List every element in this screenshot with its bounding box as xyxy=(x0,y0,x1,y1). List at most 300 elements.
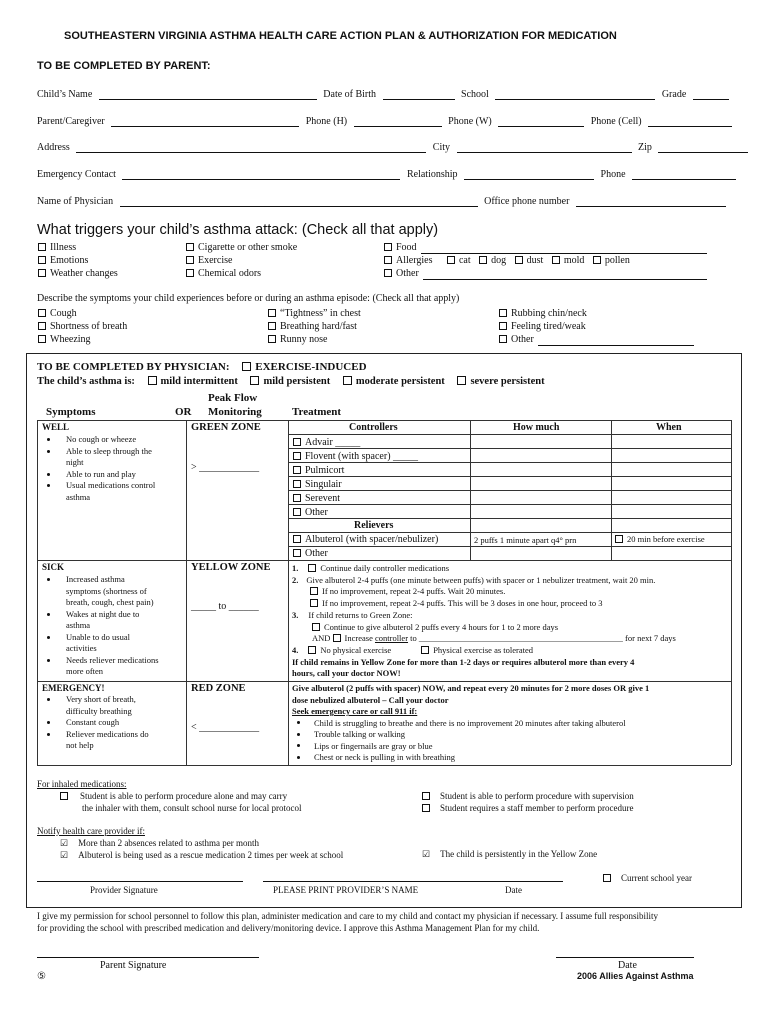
red-instruction-1: Give albuterol (2 puffs with spacer) NOW, and repeat every 20 minutes for 2 more doses OR give 1 xyxy=(292,683,650,693)
bullet-icon xyxy=(47,721,50,724)
row-child xyxy=(37,89,729,100)
checkbox-icon[interactable] xyxy=(293,466,301,474)
yellow-warning-2: hours, call your doctor NOW! xyxy=(292,668,401,679)
triggers-col3 xyxy=(384,241,707,280)
list-item: activities xyxy=(66,643,97,653)
checkbox-icon[interactable] xyxy=(186,243,194,251)
checkbox-icon[interactable] xyxy=(422,804,430,812)
emergency-list xyxy=(66,694,149,752)
list-item: Increased asthma xyxy=(66,574,125,584)
step-3a xyxy=(292,622,728,634)
controller-label: Singulair xyxy=(305,479,342,490)
or-heading: OR xyxy=(175,406,192,418)
controller-item[interactable] xyxy=(293,492,418,506)
page-mark-icon: ⑤ xyxy=(37,971,46,982)
reliever-other-item[interactable] xyxy=(293,548,328,559)
list-item: Very short of breath, xyxy=(66,694,136,704)
checkbox-icon[interactable] xyxy=(308,646,316,654)
checkbox-icon[interactable] xyxy=(457,376,466,385)
checkbox-icon[interactable] xyxy=(499,322,507,330)
trigger-exercise: Exercise xyxy=(198,255,233,266)
allergen-label: dust xyxy=(526,255,544,266)
city-field[interactable] xyxy=(457,143,632,153)
zip-field[interactable] xyxy=(658,143,748,153)
inhaled-left xyxy=(60,790,301,814)
trigger-item[interactable] xyxy=(384,254,707,267)
bullet-icon xyxy=(297,733,300,736)
trigger-item[interactable] xyxy=(384,241,707,254)
bullet-icon xyxy=(47,613,50,616)
step-number: 4. xyxy=(292,644,299,655)
controller-label: Serevent xyxy=(305,493,340,504)
list-item: Reliever medications do xyxy=(66,728,149,739)
checked-box-icon[interactable]: ☑ xyxy=(422,849,431,859)
list-item: Able to run and play xyxy=(66,468,136,479)
red-zone-label: RED ZONE xyxy=(191,683,246,694)
step-number: 3. xyxy=(292,609,299,620)
symptom-item[interactable] xyxy=(499,333,694,346)
checkbox-icon[interactable] xyxy=(499,309,507,317)
checkbox-icon[interactable] xyxy=(421,646,429,654)
checkbox-icon[interactable] xyxy=(38,309,46,317)
allergen-cat[interactable] xyxy=(447,255,471,266)
table-top-border xyxy=(37,420,731,421)
step-3 xyxy=(292,610,728,622)
checkbox-icon[interactable] xyxy=(603,874,611,882)
checkbox-icon[interactable] xyxy=(60,792,68,800)
phone-w-label: Phone (W) xyxy=(448,116,492,127)
list-item: Unable to do usual xyxy=(66,631,130,642)
red-instruction-2: dose nebulized albuterol – Call your doctor xyxy=(292,694,449,705)
controller-label: Advair _____ xyxy=(305,437,361,448)
address-field[interactable] xyxy=(76,143,426,153)
notify-option-albuterol[interactable] xyxy=(60,849,343,861)
bullet-icon xyxy=(47,438,50,441)
symptom-label: Breathing hard/fast xyxy=(280,321,357,332)
notify-heading: Notify health care provider if: xyxy=(37,826,145,836)
bullet-icon xyxy=(47,473,50,476)
grade-label: Grade xyxy=(661,89,687,100)
list-item: Needs reliever medications xyxy=(66,654,159,665)
physician-heading-row xyxy=(37,361,367,373)
provider-date-label: Date xyxy=(505,885,522,895)
physician-field[interactable] xyxy=(120,197,478,207)
step-text: Continue to give albuterol 2 puffs every 4 hours for 1 to 2 more days xyxy=(324,621,559,632)
checkbox-icon[interactable] xyxy=(343,376,352,385)
phone-cell-field[interactable] xyxy=(648,117,732,127)
checkbox-icon[interactable] xyxy=(310,587,318,595)
option-label: Current school year xyxy=(621,873,692,883)
yellow-zone-label: YELLOW ZONE xyxy=(191,562,271,573)
list-item: symptoms (shortness of xyxy=(66,585,147,596)
triggers-col2 xyxy=(186,241,297,280)
current-year-option[interactable] xyxy=(603,873,692,883)
allergen-pollen[interactable] xyxy=(593,255,630,266)
yellow-warning-1: If child remains in Yellow Zone for more than 1-2 days or requires albuterol more than every 4 xyxy=(292,656,635,667)
severity-moderate-persistent[interactable] xyxy=(343,376,445,387)
controller-item[interactable] xyxy=(293,478,418,492)
checkbox-icon[interactable] xyxy=(312,623,320,631)
list-item: No cough or wheeze xyxy=(66,434,137,444)
reliever-other-label: Other xyxy=(305,548,328,559)
list-item: Trouble talking or walking xyxy=(314,729,406,739)
checkbox-icon[interactable] xyxy=(384,256,392,264)
exercise-induced-label: EXERCISE-INDUCED xyxy=(255,361,367,373)
inhaled-right xyxy=(422,790,634,814)
office-phone-label: Office phone number xyxy=(484,196,570,207)
zip-label: Zip xyxy=(638,142,652,153)
checkbox-icon[interactable] xyxy=(615,535,623,543)
trigger-other: Other xyxy=(396,268,419,279)
physician-heading: TO BE COMPLETED BY PHYSICIAN: xyxy=(37,361,230,373)
phone-cell-label: Phone (Cell) xyxy=(590,116,642,127)
checkbox-icon[interactable] xyxy=(308,564,316,572)
checkbox-icon[interactable] xyxy=(250,376,259,385)
list-item: more often xyxy=(66,666,104,676)
bullet-icon xyxy=(297,744,300,747)
col-divider xyxy=(186,420,187,765)
checkbox-icon[interactable] xyxy=(333,634,341,642)
trigger-item[interactable] xyxy=(38,241,118,254)
symptom-item[interactable] xyxy=(268,333,361,346)
controller-label: Flovent (with spacer) _____ xyxy=(305,451,419,462)
grade-field[interactable] xyxy=(693,90,729,100)
option-label: The child is persistently in the Yellow Zone xyxy=(440,849,598,859)
inhaled-option-staff[interactable] xyxy=(422,802,634,814)
severity-mild-intermittent[interactable] xyxy=(148,376,238,387)
provider-date-line[interactable] xyxy=(467,881,563,882)
relationship-label: Relationship xyxy=(406,169,458,180)
controller-word: controller xyxy=(374,633,409,644)
how-much-heading: How much xyxy=(513,422,560,433)
red-treatment xyxy=(292,683,649,764)
emergency-field[interactable] xyxy=(122,170,400,180)
trigger-weather: Weather changes xyxy=(50,268,118,279)
table-left-border xyxy=(37,420,38,765)
option-label: Student requires a staff member to perform procedure xyxy=(440,803,634,813)
option-label: More than 2 absences related to asthma per month xyxy=(78,838,260,848)
step-1 xyxy=(292,563,728,575)
checkbox-icon[interactable] xyxy=(384,269,392,277)
step-text: Give albuterol 2-4 puffs (one minute between puffs) with spacer or 1 nebulizer treatment, wait 20 min. xyxy=(306,574,656,585)
row-parent xyxy=(37,116,732,127)
severity-label: severe persistent xyxy=(470,376,545,387)
option-label: Student is able to perform procedure with supervision xyxy=(440,791,634,801)
checkbox-icon[interactable] xyxy=(38,243,46,251)
parent-field[interactable] xyxy=(111,117,299,127)
trigger-item[interactable] xyxy=(186,267,297,280)
trigger-emotions: Emotions xyxy=(50,255,89,266)
checkbox-icon[interactable] xyxy=(293,549,301,557)
step-number: 2. xyxy=(292,574,299,585)
yellow-treatment xyxy=(292,563,728,680)
list-item: Wakes at night due to xyxy=(66,608,140,619)
controller-item[interactable] xyxy=(293,436,418,450)
notify-option-yellow[interactable] xyxy=(422,849,597,860)
triggers-col1 xyxy=(38,241,118,280)
provider-signature-label: Provider Signature xyxy=(90,885,158,895)
increase-field[interactable]: to ________________________________________________ xyxy=(410,633,623,644)
step-number: 1. xyxy=(292,563,299,573)
trigger-allergies: Allergies xyxy=(396,255,433,266)
list-item: asthma xyxy=(66,620,91,630)
table-right-border xyxy=(731,420,732,765)
checkbox-icon[interactable] xyxy=(293,494,301,502)
allergen-label: cat xyxy=(458,255,471,266)
provider-name-label: PLEASE PRINT PROVIDER’S NAME xyxy=(273,885,419,895)
food-field[interactable] xyxy=(421,244,707,254)
checkbox-icon[interactable] xyxy=(552,256,560,264)
phone-h-field[interactable] xyxy=(354,117,442,127)
symptom-item[interactable] xyxy=(38,320,127,333)
parent-section-heading: TO BE COMPLETED BY PARENT: xyxy=(37,60,211,72)
allergen-dog[interactable] xyxy=(479,255,506,266)
checkbox-icon[interactable] xyxy=(148,376,157,385)
step-2a xyxy=(292,586,728,598)
checkbox-icon[interactable] xyxy=(38,335,46,343)
albuterol-when[interactable] xyxy=(615,534,705,544)
symptoms-heading: Describe the symptoms your child experiences before or during an asthma episode: (Check all that apply) xyxy=(37,293,460,304)
option-label: Albuterol is being used as a rescue medication 2 times per week at school xyxy=(78,850,344,860)
symptom-item[interactable] xyxy=(38,333,127,346)
list-item: breath, cough, chest pain) xyxy=(66,597,154,607)
days-label: for next 7 days xyxy=(625,633,676,644)
albuterol-when-label: 20 min before exercise xyxy=(627,534,705,544)
green-zone-peak[interactable]: > ____________ xyxy=(191,462,260,473)
checkbox-icon[interactable] xyxy=(384,243,392,251)
inhaled-option-alone[interactable] xyxy=(60,790,301,802)
inhaled-heading: For inhaled medications: xyxy=(37,779,127,789)
credit-text: 2006 Allies Against Asthma xyxy=(577,971,694,981)
controller-item[interactable] xyxy=(293,450,418,464)
checkbox-icon[interactable] xyxy=(293,480,301,488)
checked-box-icon[interactable]: ☑ xyxy=(60,850,69,860)
checkbox-icon[interactable] xyxy=(268,309,276,317)
parent-label: Parent/Caregiver xyxy=(37,116,105,127)
bullet-icon xyxy=(297,721,300,724)
symptom-item[interactable] xyxy=(268,307,361,320)
checkbox-icon[interactable] xyxy=(38,269,46,277)
phone-w-field[interactable] xyxy=(498,117,584,127)
phone-h-label: Phone (H) xyxy=(305,116,348,127)
trigger-item[interactable] xyxy=(38,267,118,280)
allergen-label: dog xyxy=(491,255,507,266)
symptoms-col2 xyxy=(268,307,361,346)
list-item: night xyxy=(66,457,84,467)
inhaled-option-alone-2: the inhaler with them, consult school nurse for local protocol xyxy=(82,803,302,813)
well-title: WELL xyxy=(42,422,70,432)
notify-option-absences[interactable] xyxy=(60,837,343,849)
checkbox-icon[interactable] xyxy=(293,452,301,460)
consent-text xyxy=(37,910,658,934)
symptom-item[interactable] xyxy=(499,307,694,320)
office-phone-field[interactable] xyxy=(576,197,726,207)
monitoring-heading: Monitoring xyxy=(208,406,262,418)
provider-signature-line[interactable] xyxy=(37,881,243,882)
step-text: Physical exercise as tolerated xyxy=(433,644,534,655)
list-item: Chest or neck is pulling in with breathing xyxy=(314,752,455,762)
sick-list xyxy=(66,574,159,678)
option-label: Student is able to perform procedure alone and may carry xyxy=(80,791,288,801)
consent-line-1: I give my permission for school personnel to follow this plan, administer medication and care to my child and contact my physician if necessary. I assume full responsibility xyxy=(37,911,659,921)
exercise-induced-option[interactable] xyxy=(242,361,366,373)
checkbox-icon[interactable] xyxy=(593,256,601,264)
symptom-label: Wheezing xyxy=(50,334,91,345)
albuterol-label: Albuterol (with spacer/nebulizer) xyxy=(305,534,439,545)
bullet-icon xyxy=(47,578,50,581)
list-item: difficulty breathing xyxy=(66,705,132,716)
col-divider xyxy=(288,420,289,765)
list-item: Constant cough xyxy=(66,717,120,727)
bullet-icon xyxy=(297,756,300,759)
symptom-item[interactable] xyxy=(268,320,361,333)
city-label: City xyxy=(432,142,451,153)
allergen-label: mold xyxy=(563,255,585,266)
physician-label: Name of Physician xyxy=(37,196,114,207)
trigger-illness: Illness xyxy=(50,242,77,253)
parent-signature-line[interactable] xyxy=(37,957,259,958)
symptom-label: “Tightness” in chest xyxy=(280,308,361,319)
severity-label: mild intermittent xyxy=(160,376,238,387)
relationship-field[interactable] xyxy=(464,170,594,180)
controller-item[interactable] xyxy=(293,506,418,520)
controller-item[interactable] xyxy=(293,464,418,478)
dob-label: Date of Birth xyxy=(323,89,377,100)
list-item: Usual medications control xyxy=(66,480,156,490)
controller-label: Pulmicort xyxy=(305,465,345,476)
row-emergency xyxy=(37,169,736,180)
row-line xyxy=(288,434,731,435)
school-label: School xyxy=(461,89,489,100)
phone-field[interactable] xyxy=(632,170,736,180)
address-label: Address xyxy=(37,142,70,153)
allergen-label: pollen xyxy=(604,255,630,266)
trigger-item[interactable] xyxy=(186,241,297,254)
checked-box-icon[interactable]: ☑ xyxy=(60,838,69,848)
row-line xyxy=(288,546,731,547)
bullet-icon xyxy=(47,733,50,736)
table-bottom-border xyxy=(37,765,731,766)
zone-divider xyxy=(37,560,731,561)
step-4 xyxy=(292,645,728,657)
symptom-label: Runny nose xyxy=(280,334,328,345)
controller-label: Other xyxy=(305,507,328,518)
checkbox-icon[interactable] xyxy=(242,362,251,371)
symptom-item[interactable] xyxy=(38,307,127,320)
list-item: Child is struggling to breathe and there is no improvement 20 minutes after taking albuterol xyxy=(314,717,626,728)
step-text: No physical exercise xyxy=(320,644,392,655)
red-zone-peak[interactable]: < ____________ xyxy=(191,722,260,733)
controllers-heading: Controllers xyxy=(349,422,398,433)
checkbox-icon[interactable] xyxy=(268,335,276,343)
red-instruction-3: Seek emergency care or call 911 if: xyxy=(292,706,418,716)
bullet-icon xyxy=(47,636,50,639)
checkbox-icon[interactable] xyxy=(499,335,507,343)
list-item: Able to sleep through the xyxy=(66,445,152,456)
when-heading: When xyxy=(656,422,682,433)
checkbox-icon[interactable] xyxy=(186,269,194,277)
emergency-label: Emergency Contact xyxy=(37,169,116,180)
bullet-icon xyxy=(47,484,50,487)
step-2b xyxy=(292,598,728,610)
trigger-food: Food xyxy=(396,242,417,253)
dob-field[interactable] xyxy=(383,90,455,100)
and-label: AND xyxy=(312,633,331,644)
severity-severe-persistent[interactable] xyxy=(457,376,544,387)
symptom-label: Rubbing chin/neck xyxy=(511,308,587,319)
checkbox-icon[interactable] xyxy=(38,256,46,264)
trigger-chemical: Chemical odors xyxy=(198,268,262,279)
yellow-zone-peak[interactable]: _____ to ______ xyxy=(191,601,259,612)
trigger-item[interactable] xyxy=(38,254,118,267)
bullet-icon xyxy=(47,698,50,701)
symptom-label: Feeling tired/weak xyxy=(511,321,586,332)
step-text: If no improvement, repeat 2-4 puffs. This will be 3 doses in one hour, proceed to 3 xyxy=(322,598,603,609)
document-title: SOUTHEASTERN VIRGINIA ASTHMA HEALTH CARE ACTION PLAN & AUTHORIZATION FOR MEDICATION xyxy=(64,30,617,42)
provider-name-line[interactable] xyxy=(263,881,471,882)
increase-label: Increase xyxy=(344,633,373,644)
step-2 xyxy=(292,575,728,587)
checkbox-icon[interactable] xyxy=(293,438,301,446)
step-text: If no improvement, repeat 2-4 puffs. Wait 20 minutes. xyxy=(322,586,506,597)
list-item: not help xyxy=(66,740,94,750)
severity-mild-persistent[interactable] xyxy=(250,376,330,387)
checkbox-icon[interactable] xyxy=(422,792,430,800)
childs-name-label: Child’s Name xyxy=(37,89,93,100)
allergen-dust[interactable] xyxy=(515,255,544,266)
childs-name-field[interactable] xyxy=(99,90,317,100)
symptom-item[interactable] xyxy=(499,320,694,333)
trigger-other-field[interactable] xyxy=(423,270,707,280)
albuterol-item[interactable] xyxy=(293,534,438,545)
notify-list xyxy=(60,837,343,861)
step-text: If child returns to Green Zone: xyxy=(308,609,413,620)
checkbox-icon[interactable] xyxy=(515,256,523,264)
symptom-other-field[interactable] xyxy=(538,336,694,346)
symptoms-col1 xyxy=(38,307,127,346)
school-field[interactable] xyxy=(495,90,655,100)
symptom-label: Shortness of breath xyxy=(50,321,128,332)
consent-line-2: for providing the school with prescribed medication and delivery/monitoring device. I approve this Asthma Management Plan for my child. xyxy=(37,923,540,933)
checkbox-icon[interactable] xyxy=(38,322,46,330)
step-3b xyxy=(292,633,728,645)
allergen-mold[interactable] xyxy=(552,255,585,266)
checkbox-icon[interactable] xyxy=(479,256,487,264)
trigger-item[interactable] xyxy=(384,267,707,280)
asthma-is-label: The child’s asthma is: xyxy=(37,376,135,387)
emergency-title: EMERGENCY! xyxy=(42,683,105,693)
symptoms-col3 xyxy=(499,307,694,346)
inhaled-option-supervision[interactable] xyxy=(422,790,634,802)
sick-title: SICK xyxy=(42,562,65,572)
checkbox-icon[interactable] xyxy=(268,322,276,330)
list-item: asthma xyxy=(66,491,91,502)
severity-label: mild persistent xyxy=(263,376,331,387)
peak-flow-heading: Peak Flow xyxy=(208,392,258,404)
controller-list xyxy=(293,436,418,520)
parent-date-line[interactable] xyxy=(556,957,694,958)
checkbox-icon[interactable] xyxy=(186,256,194,264)
checkbox-icon[interactable] xyxy=(447,256,455,264)
checkbox-icon[interactable] xyxy=(293,535,301,543)
bullet-icon xyxy=(47,450,50,453)
trigger-item[interactable] xyxy=(186,254,297,267)
row-line xyxy=(288,532,731,533)
checkbox-icon[interactable] xyxy=(293,508,301,516)
severity-label: moderate persistent xyxy=(355,376,445,387)
checkbox-icon[interactable] xyxy=(310,599,318,607)
row-address xyxy=(37,142,748,153)
